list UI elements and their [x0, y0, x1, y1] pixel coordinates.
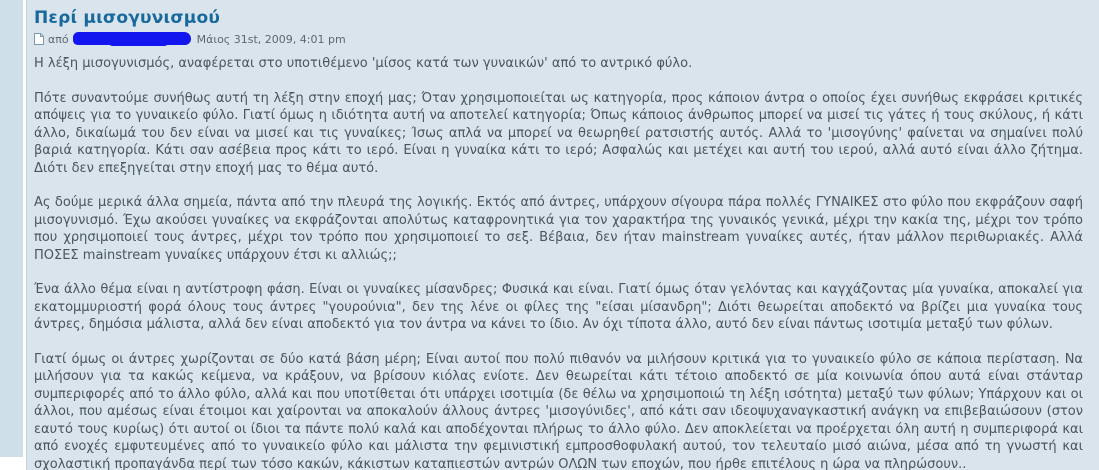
post-paragraph: Πότε συναντούμε συνήθως αυτή τη λέξη στην εποχή μας; Όταν χρησιμοποιείται ως κατηγορία, προς κάποιον άντρα ο οποίος έχει συνήθως εκφράσει κριτικές απόψεις για το γυναικείο φύλο. Γιατί όμως η ιδιότητα αυτή να αποτελεί κατηγορία; Όπως κάποιος άνθρωπος μπορεί να μισεί τις γάτες ή τους σκύλους, ή κάτι άλλο, δικαίωμά του δεν είναι να μισεί και τις γυναίκες; Ίσως απλά να μπορεί να θεωρηθεί ρατσιστής αυτός. Αλλά το 'μισογύνης' φαίνεται να σημαίνει πολύ βαριά κατηγορία. Κάτι σαν ασέβεια προς κάτι το ιερό. Είναι η γυναίκα κάτι το ιερό; Ασφαλώς και μετέχει και αυτή του ιερού, αλλά αυτό είναι άλλο ζήτημα. Διότι δεν επεξηγείται στην εποχή μας το θέμα αυτό. [34, 90, 1083, 176]
left-gutter [0, 0, 23, 457]
post-paragraph: Ένα άλλο θέμα είναι η αντίστροφη φάση. Είναι οι γυναίκες μίσανδρες; Φυσικά και είναι. Γιατί όμως όταν γελόντας και καγχάζοντας μία γυναίκα, αποκαλεί για εκατομμυριοστή φορά όλους τους άντρες "γουρούνια", δεν της λένε οι φίλες της "είσαι μίσανδρη"; Διότι θεωρείται αποδεκτό να βρίζει μια γυναίκα τους άντρες, δημόσια μάλιστα, αλλά δεν είναι αποδεκτό για τον άντρα να κάνει το ίδιο. Αν όχι τίποτα άλλο, αυτό δεν είναι πάντως ισοτιμία μεταξύ των φύλων. [34, 282, 1083, 332]
post-container [27, 0, 1099, 470]
byline-author-prefix: από [48, 32, 69, 46]
post-paragraph: Η λέξη μισογυνισμός, αναφέρεται στο υποτιθέμενο 'μίσος κατά των γυναικών' από το αντρικό φύλο. [34, 56, 693, 71]
post-title-link[interactable]: Περί μισογυνισμού [34, 8, 221, 28]
redaction-blob-tail [107, 40, 169, 46]
post-paragraph: Γιατί όμως οι άντρες χωρίζονται σε δύο κατά βάση μέρη; Είναι αυτοί που πολύ πιθανόν να μιλήσουν κριτικά για το γυναικείο φύλο σε κάποια περίσταση. Να μιλήσουν για τα κακώς κείμενα, να κράξουν, να βρίσουν κιόλας ενίοτε. Δεν θεωρείται κάτι τέτοιο αποδεκτό σε μία κοινωνία όπου αυτά είναι στάνταρ συμπεριφορές από το άλλο φύλο, αλλά και που υποτίθεται ότι υπάρχει ισοτιμία (δε θέλω να χρησιμοποιώ τη λέξη ισότητα) μεταξύ των φύλων; Υπάρχουν και οι άλλοι, που αμέσως είναι έτοιμοι και χαίρονται να αποκαλούν άλλους άντρες 'μισογύνιδες', από κάτι σαν ιδεοψυχαναγκαστική ανάγκη να επιβεβαιώσουν (στον εαυτό τους κυρίως) ότι αυτοί οι ίδιοι τα πάντε πολύ καλά και αποδέχονται πλήρως το άλλο φύλο. Δεν αποκλείεται να προέρχεται όλη αυτή η συμπεριφορά και από ενοχές εμφυτευμένες από το γυναικείο φύλο και μάλιστα την φεμινιστική εμπροσθοφυλακή αυτού, τον τελευταίο μισό αιώνα, μέσα από τη γνωστή και σχολαστική προπαγάνδα περί των τόσο κακών, κάκιστων καταπιεστών αντρών ΟΛΩΝ των εποχών, που ήρθε επιτέλους η ώρα να πληρώσουν.. [34, 351, 1083, 470]
post-page-icon[interactable] [34, 33, 44, 45]
redacted-username[interactable] [73, 32, 191, 46]
post-date: Μάιος 31st, 2009, 4:01 pm [196, 32, 346, 46]
post-body [34, 55, 1083, 470]
post-paragraph: Ας δούμε μερικά άλλα σημεία, πάντα από την πλευρά της λογικής. Εκτός από άντρες, υπάρχουν σίγουρα πάρα πολλές ΓΥΝΑΙΚΕΣ στο φύλο που εκφράζουν σαφή μισογυνισμό. Έχω ακούσει γυναίκες να εκφράζονται απολύτως καταφρονητικά για τον χαρακτήρα της γυναικός γενικά, μέχρι την κακία της, μέχρι τον τρόπο που χρησιμοποιεί τους άντρες, μέχρι τον τρόπο που χρησιμοποιεί το σεξ. Βέβαια, δεν ήταν mainstream γυναίκες αυτές, ήταν μάλλον περιθωριακές. Αλλά ΠΟΣΕΣ mainstream γυναίκες υπάρχουν έτσι κι αλλιώς;; [34, 195, 1083, 263]
post-byline [34, 31, 1083, 47]
